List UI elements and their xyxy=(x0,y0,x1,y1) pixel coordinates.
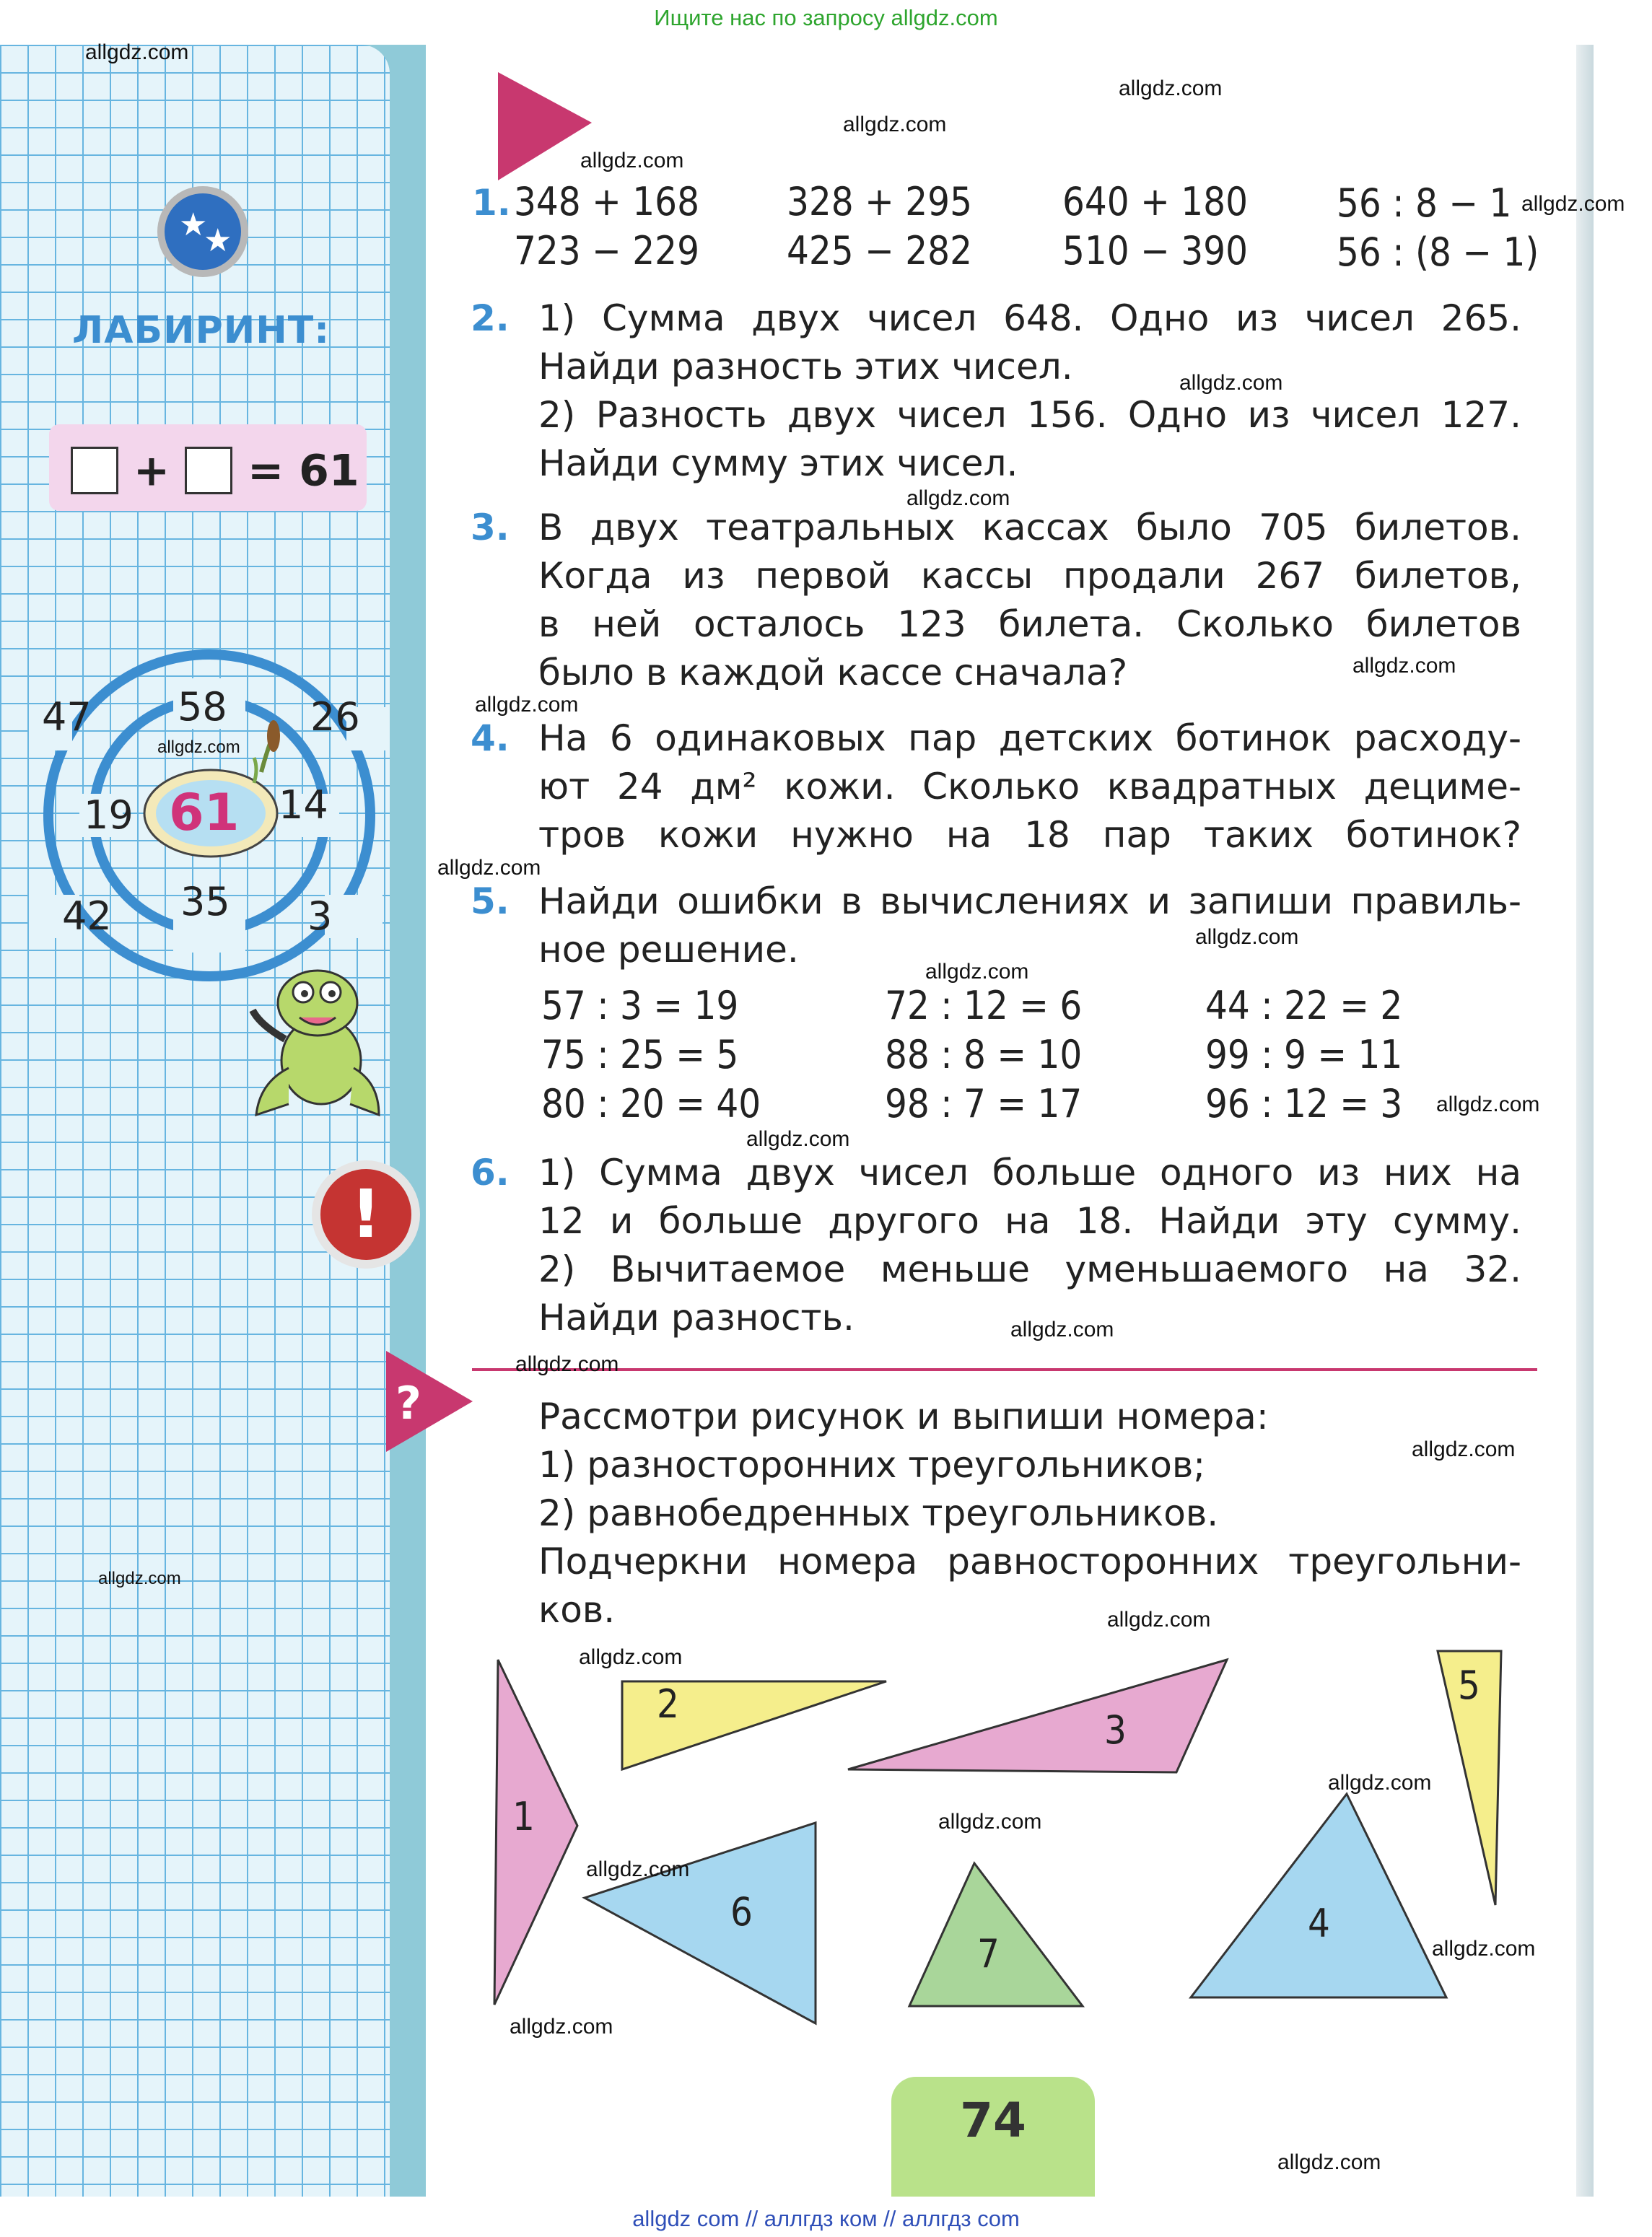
watermark: allgdz.com xyxy=(843,113,947,136)
problem-text: Когда из первой кассы продали 267 билетов, xyxy=(538,555,1521,597)
circle-number-42: 42 xyxy=(62,893,112,939)
expression: 56 : 8 − 1 xyxy=(1337,180,1512,226)
center-number-61: 61 xyxy=(169,783,240,842)
expression: 723 − 229 xyxy=(514,228,699,273)
problem-text: тров кожи нужно на 18 пар таких ботинок? xyxy=(538,814,1521,856)
question-text: Рассмотри рисунок и выпиши номера: xyxy=(538,1396,1269,1437)
triangle-7-label: 7 xyxy=(977,1931,1000,1976)
problem-text: ют 24 дм² кожи. Сколько квадратных дециме- xyxy=(538,766,1521,807)
problem-6-number: 6. xyxy=(471,1152,510,1194)
expression: 640 + 180 xyxy=(1062,179,1248,224)
problem-1-number: 1. xyxy=(472,182,511,224)
calculation: 88 : 8 = 10 xyxy=(885,1032,1083,1077)
attention-icon: ! xyxy=(320,1169,411,1260)
watermark: allgdz.com xyxy=(475,693,579,717)
triangle-4 xyxy=(1191,1794,1446,1997)
watermark: allgdz.com xyxy=(1107,1608,1211,1632)
watermark: allgdz.com xyxy=(1119,76,1223,100)
section-divider xyxy=(472,1368,1537,1371)
star-icon: ★ xyxy=(179,206,208,243)
bottom-banner[interactable]: allgdz com // аллгдз ком // аллгдз com xyxy=(632,2206,1020,2231)
problem-text: 12 и больше другого на 18. Найди эту сумму. xyxy=(538,1200,1521,1242)
question-text: 1) разносторонних треугольников; xyxy=(538,1444,1206,1486)
expression: 348 + 168 xyxy=(514,179,699,224)
triangle-3-label: 3 xyxy=(1104,1707,1127,1753)
problem-5-number: 5. xyxy=(471,880,510,922)
calculation: 80 : 20 = 40 xyxy=(541,1081,761,1126)
calculation: 96 : 12 = 3 xyxy=(1205,1081,1403,1126)
question-icon: ? xyxy=(395,1377,421,1430)
expression: 510 − 390 xyxy=(1062,228,1248,273)
problem-text: 1) Сумма двух чисел 648. Одно из чисел 265. xyxy=(538,297,1521,339)
equation-result: = 61 xyxy=(247,445,359,496)
labyrinth-title: ЛАБИРИНТ: xyxy=(72,309,331,352)
watermark: allgdz.com xyxy=(1352,654,1456,678)
problem-text: 1) Сумма двух чисел больше одного из них на xyxy=(538,1152,1521,1194)
stars-badge xyxy=(157,186,248,277)
problem-text: 2) Разность двух чисел 156. Одно из чисел 127. xyxy=(538,394,1521,436)
problem-3-number: 3. xyxy=(471,507,510,548)
circle-number-14: 14 xyxy=(279,782,328,828)
triangle-5-label: 5 xyxy=(1458,1663,1480,1708)
watermark: allgdz.com xyxy=(1432,1937,1536,1961)
calculation: 44 : 22 = 2 xyxy=(1205,983,1403,1028)
calculation: 98 : 7 = 17 xyxy=(885,1081,1083,1126)
expression: 56 : (8 − 1) xyxy=(1337,229,1539,275)
page-edge xyxy=(1576,45,1594,2197)
labyrinth-equation xyxy=(49,424,367,511)
problem-text: Найди сумму этих чисел. xyxy=(538,442,1018,484)
watermark: allgdz.com xyxy=(580,149,684,172)
watermark: allgdz.com xyxy=(98,1569,181,1588)
watermark: allgdz.com xyxy=(1010,1318,1114,1341)
triangle-3 xyxy=(848,1660,1227,1772)
circle-number-47: 47 xyxy=(42,694,92,740)
problem-text: в ней осталось 123 билета. Сколько билетов xyxy=(538,603,1521,645)
triangle-4-label: 4 xyxy=(1308,1901,1330,1946)
watermark: allgdz.com xyxy=(746,1127,850,1151)
attention-badge xyxy=(312,1160,420,1269)
top-banner[interactable]: Ищите нас по запросу allgdz.com xyxy=(654,5,998,30)
watermark: allgdz.com xyxy=(1179,371,1283,395)
triangle-2-label: 2 xyxy=(657,1681,679,1727)
circle-number-58: 58 xyxy=(178,684,227,730)
section-marker-arrow xyxy=(498,72,592,180)
expression: 328 + 295 xyxy=(787,179,972,224)
problem-text: Найди разность. xyxy=(538,1297,855,1339)
star-icon: ★ xyxy=(204,222,232,259)
triangle-6-label: 6 xyxy=(730,1889,753,1935)
problem-text: ное решение. xyxy=(538,929,799,971)
watermark: allgdz.com xyxy=(1436,1093,1540,1116)
watermark: allgdz.com xyxy=(437,856,541,880)
triangle-6 xyxy=(585,1823,816,2023)
watermark: allgdz.com xyxy=(1521,192,1625,216)
problem-text: было в каждой кассе сначала? xyxy=(538,652,1128,693)
plus-sign: + xyxy=(133,445,170,496)
question-text: Подчеркни номера равносторонних треугольни- xyxy=(538,1541,1521,1582)
problem-text: 2) Вычитаемое меньше уменьшаемого на 32. xyxy=(538,1248,1521,1290)
problem-text: На 6 одинаковых пар детских ботинок расходу- xyxy=(538,717,1521,759)
expression: 425 − 282 xyxy=(787,228,972,273)
calculation: 72 : 12 = 6 xyxy=(885,983,1083,1028)
watermark: allgdz.com xyxy=(925,960,1029,984)
watermark: allgdz.com xyxy=(938,1810,1042,1834)
watermark: allgdz.com xyxy=(157,737,240,757)
watermark: allgdz.com xyxy=(1195,925,1299,949)
watermark: allgdz.com xyxy=(579,1645,683,1669)
watermark: allgdz.com xyxy=(85,40,189,64)
calculation: 57 : 3 = 19 xyxy=(541,983,739,1028)
triangle-1 xyxy=(494,1660,577,2005)
circle-number-26: 26 xyxy=(310,694,360,740)
watermark: allgdz.com xyxy=(1328,1771,1432,1795)
watermark: allgdz.com xyxy=(906,486,1010,510)
watermark: allgdz.com xyxy=(515,1352,619,1376)
watermark: allgdz.com xyxy=(586,1857,690,1881)
problem-4-number: 4. xyxy=(471,717,510,759)
empty-box xyxy=(185,447,232,494)
problem-2-number: 2. xyxy=(471,297,510,339)
question-text: ков. xyxy=(538,1589,616,1631)
watermark: allgdz.com xyxy=(1277,2150,1381,2174)
frog-illustration xyxy=(245,960,390,1126)
triangles-figure xyxy=(433,1638,1573,2057)
question-text: 2) равнобедренных треугольников. xyxy=(538,1492,1219,1534)
empty-box xyxy=(71,447,118,494)
watermark: allgdz.com xyxy=(510,2015,613,2039)
problem-text: Найди ошибки в вычислениях и запиши правиль- xyxy=(538,880,1521,922)
circle-number-19: 19 xyxy=(84,792,134,838)
calculation: 75 : 25 = 5 xyxy=(541,1032,739,1077)
watermark: allgdz.com xyxy=(1412,1437,1516,1461)
problem-text: Найди разность этих чисел. xyxy=(538,346,1073,388)
page-number: 74 xyxy=(960,2093,1026,2148)
triangle-1-label: 1 xyxy=(512,1794,535,1839)
circle-number-3: 3 xyxy=(307,893,333,939)
calculation: 99 : 9 = 11 xyxy=(1205,1032,1403,1077)
circle-number-35: 35 xyxy=(180,879,230,924)
problem-text: В двух театральных кассах было 705 билетов. xyxy=(538,507,1521,548)
